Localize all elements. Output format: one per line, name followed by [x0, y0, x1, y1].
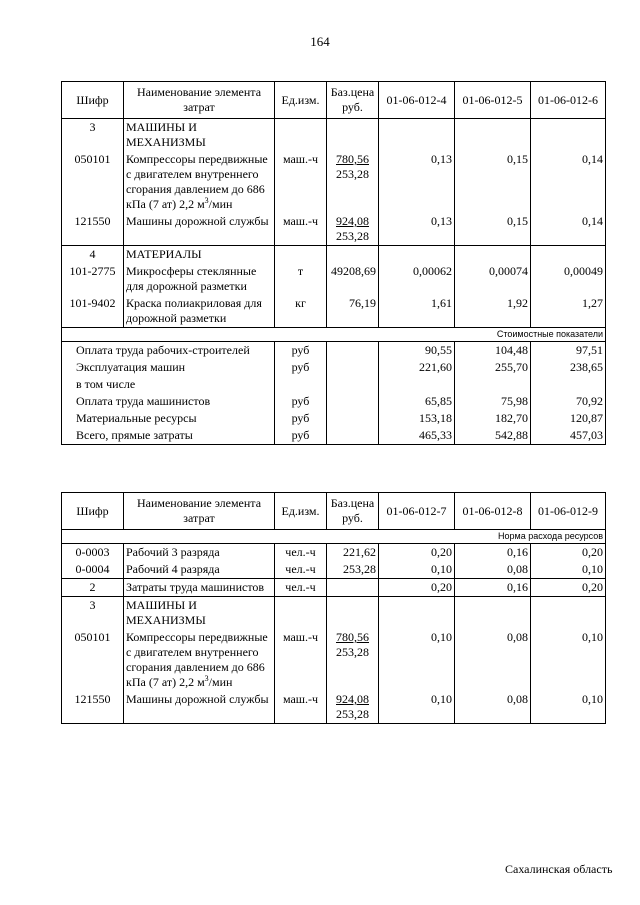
row-name: Микросферы стеклянные для дорожной разметки: [124, 263, 275, 295]
row-price: 76,19: [327, 295, 379, 328]
row-unit: маш.-ч: [275, 213, 327, 246]
section-title: МАТЕРИАЛЫ: [124, 246, 275, 264]
summary-value: 182,70: [455, 410, 531, 427]
row-unit: чел.-ч: [275, 579, 327, 597]
summary-row: [62, 342, 606, 360]
row-name: Рабочий 4 разряда: [124, 561, 275, 579]
row-code: 050101: [62, 151, 124, 213]
summary-row: [62, 376, 606, 393]
row-price: 924,08 253,28: [327, 691, 379, 724]
summary-unit: руб: [275, 342, 327, 360]
section-row: [62, 597, 606, 630]
row-value: 0,20: [379, 579, 455, 597]
row-name: Машины дорожной службы: [124, 691, 275, 724]
summary-row: [62, 427, 606, 445]
header-price: Баз.цена руб.: [327, 82, 379, 119]
summary-row: [62, 410, 606, 427]
summary-label: Эксплуатация машин: [62, 359, 275, 376]
summary-label: в том числе: [62, 376, 275, 393]
header-unit: Ед.изм.: [275, 493, 327, 530]
row-price: 253,28: [327, 561, 379, 579]
summary-value: 120,87: [531, 410, 606, 427]
summary-value: 465,33: [379, 427, 455, 445]
section-code: 2: [62, 579, 124, 597]
table-row: [62, 263, 606, 295]
summary-value: 70,92: [531, 393, 606, 410]
section-code: 3: [62, 597, 124, 630]
row-unit: т: [275, 263, 327, 295]
cost-note: Стоимостные показатели: [62, 328, 606, 342]
table-header-row: [62, 493, 606, 530]
summary-unit: руб: [275, 427, 327, 445]
row-value: 0,16: [455, 544, 531, 562]
row-value: 0,13: [379, 213, 455, 246]
estimate-table-2: [61, 492, 606, 724]
row-value: 0,00049: [531, 263, 606, 295]
header-col-1: 01-06-012-4: [379, 82, 455, 119]
row-value: 0,14: [531, 151, 606, 213]
row-value: 0,14: [531, 213, 606, 246]
section-code: 4: [62, 246, 124, 264]
row-value: 0,16: [455, 579, 531, 597]
summary-unit: руб: [275, 393, 327, 410]
summary-value: 104,48: [455, 342, 531, 360]
row-value: 0,10: [379, 561, 455, 579]
summary-row: [62, 393, 606, 410]
row-code: 050101: [62, 629, 124, 691]
row-value: 1,27: [531, 295, 606, 328]
summary-unit: руб: [275, 410, 327, 427]
row-code: 0-0004: [62, 561, 124, 579]
norm-note: Норма расхода ресурсов: [62, 530, 606, 544]
row-value: 0,08: [455, 629, 531, 691]
header-col-2: 01-06-012-5: [455, 82, 531, 119]
row-unit: чел.-ч: [275, 561, 327, 579]
row-value: 1,61: [379, 295, 455, 328]
section-code: 3: [62, 119, 124, 152]
summary-value: 65,85: [379, 393, 455, 410]
summary-row: [62, 359, 606, 376]
row-value: 0,13: [379, 151, 455, 213]
table-header-row: [62, 82, 606, 119]
summary-unit: руб: [275, 359, 327, 376]
row-price: 780,56 253,28: [327, 629, 379, 691]
row-name: Компрессоры передвижные с двигателем внутреннего сгорания давлением до 686 кПа (7 ат) 2,2 $м^3$/мин: [124, 629, 275, 691]
row-name: Компрессоры передвижные с двигателем внутреннего сгорания давлением до 686 кПа (7 ат) 2,2 $м^3$/мин: [124, 151, 275, 213]
row-value: 0,00074: [455, 263, 531, 295]
summary-label: Оплата труда машинистов: [62, 393, 275, 410]
row-price: 780,56 253,28: [327, 151, 379, 213]
header-col-3: 01-06-012-9: [531, 493, 606, 530]
row-value: 1,92: [455, 295, 531, 328]
header-name: Наименование элемента затрат: [124, 82, 275, 119]
row-value: 0,20: [531, 544, 606, 562]
table-row: [62, 561, 606, 579]
header-code: Шифр: [62, 493, 124, 530]
row-unit: кг: [275, 295, 327, 328]
row-price: 924,08 253,28: [327, 213, 379, 246]
row-value: 0,15: [455, 151, 531, 213]
row-name: Машины дорожной службы: [124, 213, 275, 246]
summary-label: Материальные ресурсы: [62, 410, 275, 427]
cost-note-row: [62, 328, 606, 342]
row-value: 0,10: [531, 691, 606, 724]
row-code: 101-9402: [62, 295, 124, 328]
header-unit: Ед.изм.: [275, 82, 327, 119]
row-value: 0,20: [531, 579, 606, 597]
row-name: Рабочий 3 разряда: [124, 544, 275, 562]
header-col-3: 01-06-012-6: [531, 82, 606, 119]
row-value: 0,15: [455, 213, 531, 246]
summary-value: 542,88: [455, 427, 531, 445]
summary-label: Оплата труда рабочих-строителей: [62, 342, 275, 360]
row-unit: маш.-ч: [275, 691, 327, 724]
summary-value: 457,03: [531, 427, 606, 445]
header-price: Баз.цена руб.: [327, 493, 379, 530]
row-unit: чел.-ч: [275, 544, 327, 562]
summary-value: 221,60: [379, 359, 455, 376]
row-code: 0-0003: [62, 544, 124, 562]
row-price: 221,62: [327, 544, 379, 562]
header-col-2: 01-06-012-8: [455, 493, 531, 530]
section-title: МАШИНЫ И МЕХАНИЗМЫ: [124, 597, 275, 630]
row-price: 49208,69: [327, 263, 379, 295]
region-footer: Сахалинская область: [505, 862, 613, 876]
row-value: 0,00062: [379, 263, 455, 295]
header-name: Наименование элемента затрат: [124, 493, 275, 530]
row-value: 0,10: [379, 691, 455, 724]
table-row: [62, 544, 606, 562]
row-code: 101-2775: [62, 263, 124, 295]
row-value: 0,08: [455, 561, 531, 579]
row-value: 0,08: [455, 691, 531, 724]
row-name: Краска полиакриловая для дорожной разметки: [124, 295, 275, 328]
row-value: 0,20: [379, 544, 455, 562]
header-col-1: 01-06-012-7: [379, 493, 455, 530]
summary-label: Всего, прямые затраты: [62, 427, 275, 445]
section-title: Затраты труда машинистов: [124, 579, 275, 597]
table-row: [62, 629, 606, 691]
row-code: 121550: [62, 213, 124, 246]
row-unit: маш.-ч: [275, 151, 327, 213]
summary-value: 255,70: [455, 359, 531, 376]
table-row: [62, 691, 606, 724]
summary-value: 75,98: [455, 393, 531, 410]
row-value: 0,10: [379, 629, 455, 691]
summary-value: 90,55: [379, 342, 455, 360]
section-title: МАШИНЫ И МЕХАНИЗМЫ: [124, 119, 275, 152]
estimate-table-1: [61, 81, 606, 445]
table-row: [62, 295, 606, 328]
row-value: 0,10: [531, 629, 606, 691]
row-code: 121550: [62, 691, 124, 724]
summary-value: 238,65: [531, 359, 606, 376]
section-row: [62, 579, 606, 597]
section-row: [62, 246, 606, 264]
section-row: [62, 119, 606, 152]
table-row: [62, 151, 606, 213]
table-row: [62, 213, 606, 246]
summary-value: 153,18: [379, 410, 455, 427]
page-number: 164: [310, 34, 330, 49]
norm-note-row: [62, 530, 606, 544]
row-unit: маш.-ч: [275, 629, 327, 691]
row-value: 0,10: [531, 561, 606, 579]
summary-value: 97,51: [531, 342, 606, 360]
header-code: Шифр: [62, 82, 124, 119]
